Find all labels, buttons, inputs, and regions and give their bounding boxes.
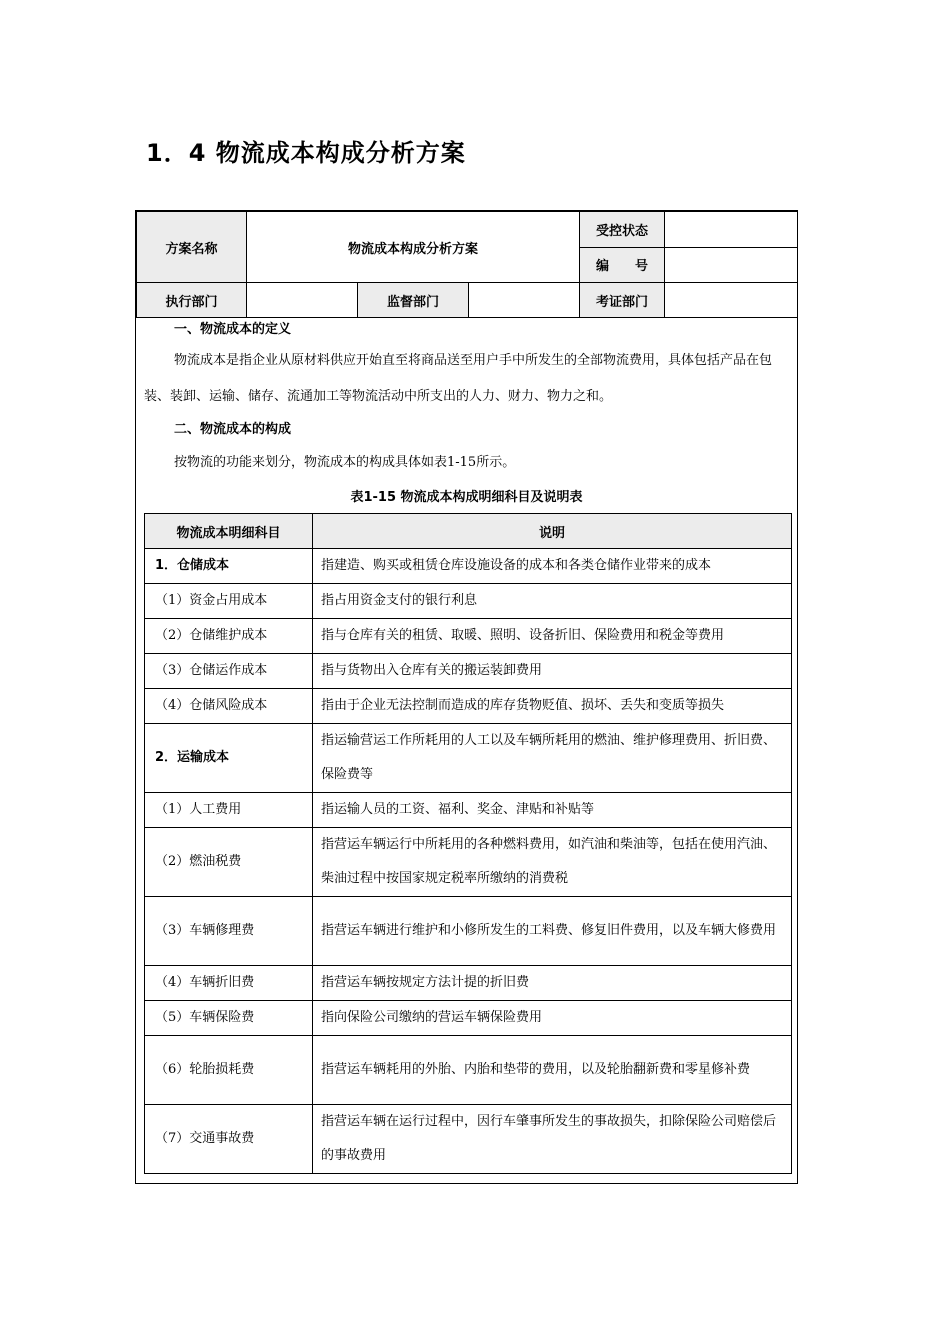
row-item: （3）车辆修理费: [145, 897, 313, 966]
row-desc: 指营运车辆运行中所耗用的各种燃料费用，如汽油和柴油等，包括在使用汽油、柴油过程中按国家规定税率所缴纳的消费税: [313, 828, 792, 897]
table-row: [145, 1105, 792, 1174]
row-desc: 指营运车辆按规定方法计提的折旧费: [313, 966, 792, 1001]
row-desc: 指营运车辆进行维护和小修所发生的工料费、修复旧件费用，以及车辆大修费用: [313, 897, 792, 966]
exec-dept-label: 执行部门: [137, 283, 247, 318]
row-desc: 指占用资金支付的银行利息: [313, 584, 792, 619]
row-item: （5）车辆保险费: [145, 1001, 313, 1036]
table-row: [145, 724, 792, 793]
table-row: [145, 966, 792, 1001]
row-desc: 指运输营运工作所耗用的人工以及车辆所耗用的燃油、维护修理费用、折旧费、保险费等: [313, 724, 792, 793]
plan-header-table: [136, 211, 798, 318]
plan-name-value: 物流成本构成分析方案: [247, 212, 580, 283]
table-row: [145, 793, 792, 828]
row-item: （4）仓储风险成本: [145, 689, 313, 724]
table-caption: 表1-15 物流成本构成明细科目及说明表: [350, 490, 583, 505]
table-row: [145, 619, 792, 654]
table-row: [145, 897, 792, 966]
row-item: （1）资金占用成本: [145, 584, 313, 619]
row-desc: 指与货物出入仓库有关的搬运装卸费用: [313, 654, 792, 689]
exec-dept-value: [247, 283, 358, 318]
section1-text: 物流成本是指企业从原材料供应开始直至将商品送至用户手中所发生的全部物流费用，具体包括产品在包装、装卸、运输、储存、流通加工等物流活动中所支出的人力、财力、物力之和。: [144, 353, 773, 404]
col-header-desc: 说明: [313, 514, 792, 549]
number-value: [665, 247, 798, 283]
row-item: （4）车辆折旧费: [145, 966, 313, 1001]
table-row: [145, 584, 792, 619]
section1-heading: 一、物流成本的定义: [174, 322, 292, 337]
cost-table: [144, 513, 792, 1174]
row-item: （7）交通事故费: [145, 1105, 313, 1174]
row-item: （1）人工费用: [145, 793, 313, 828]
plan-form: [135, 210, 798, 1184]
table-row: [145, 1036, 792, 1105]
page-title: 1．4 物流成本构成分析方案: [146, 139, 466, 167]
table-row: [145, 1001, 792, 1036]
row-desc: 指运输人员的工资、福利、奖金、津贴和补贴等: [313, 793, 792, 828]
table-row: [145, 654, 792, 689]
plan-name-label: 方案名称: [137, 212, 247, 283]
row-item: （2）燃油税费: [145, 828, 313, 897]
section2-heading: 二、物流成本的构成: [174, 422, 292, 437]
supervise-dept-value: [469, 283, 580, 318]
col-header-item: 物流成本明细科目: [145, 514, 313, 549]
plan-body: [136, 317, 797, 1174]
row-item: （3）仓储运作成本: [145, 654, 313, 689]
controlled-status-value: [665, 212, 798, 248]
supervise-dept-label: 监督部门: [358, 283, 469, 318]
table-row: [145, 689, 792, 724]
number-label: 编 号: [580, 247, 665, 283]
row-item: 2．运输成本: [145, 724, 313, 793]
section2-text: 按物流的功能来划分，物流成本的构成具体如表1-15所示。: [174, 455, 516, 470]
row-desc: 指营运车辆耗用的外胎、内胎和垫带的费用，以及轮胎翻新费和零星修补费: [313, 1036, 792, 1105]
row-item: （6）轮胎损耗费: [145, 1036, 313, 1105]
controlled-status-label: 受控状态: [580, 212, 665, 248]
row-item: （2）仓储维护成本: [145, 619, 313, 654]
table-row: [145, 828, 792, 897]
row-desc: 指建造、购买或租赁仓库设施设备的成本和各类仓储作业带来的成本: [313, 549, 792, 584]
row-desc: 指营运车辆在运行过程中，因行车肇事所发生的事故损失，扣除保险公司赔偿后的事故费用: [313, 1105, 792, 1174]
row-desc: 指由于企业无法控制而造成的库存货物贬值、损坏、丢失和变质等损失: [313, 689, 792, 724]
row-desc: 指与仓库有关的租赁、取暖、照明、设备折旧、保险费用和税金等费用: [313, 619, 792, 654]
row-desc: 指向保险公司缴纳的营运车辆保险费用: [313, 1001, 792, 1036]
exam-dept-value: [665, 283, 798, 318]
table-row: [145, 549, 792, 584]
exam-dept-label: 考证部门: [580, 283, 665, 318]
row-item: 1．仓储成本: [145, 549, 313, 584]
